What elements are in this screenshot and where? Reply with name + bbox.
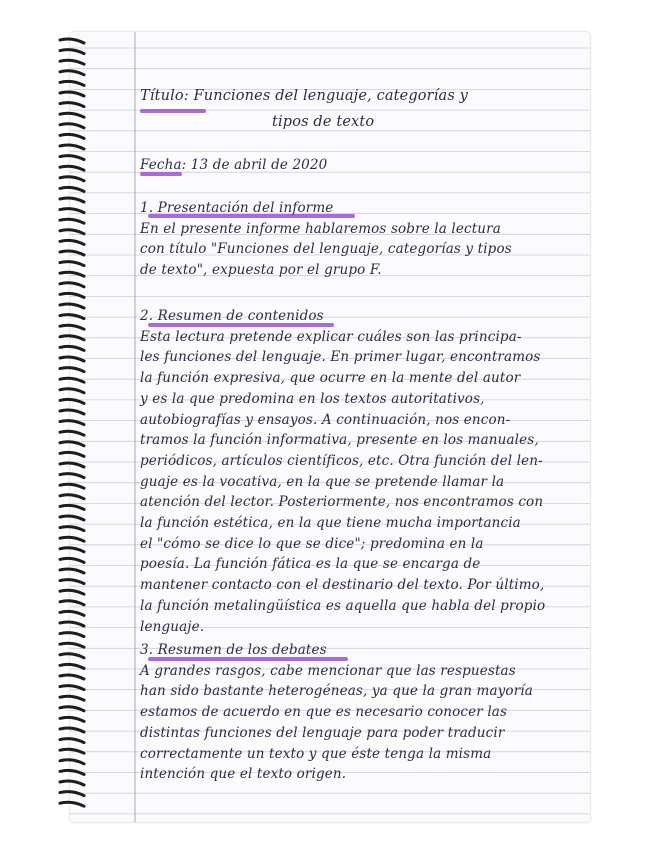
spiral-ring <box>60 654 84 658</box>
section-3-line: correctamente un texto y que éste tenga la misma <box>140 745 492 762</box>
section-3-line: intención que el texto origen. <box>140 766 347 783</box>
section-number: 3. <box>140 642 158 658</box>
spiral-ring <box>60 484 84 488</box>
spiral-ring <box>60 463 84 467</box>
spiral-ring <box>60 749 84 753</box>
section-number: 2. <box>140 308 158 324</box>
section-2-line: la función metalingüística es aquella que habla del propio <box>140 597 546 614</box>
section-1-line: En el presente informe hablaremos sobre la lectura <box>140 220 501 237</box>
spiral-ring <box>60 611 84 615</box>
section-2-line: la función expresiva, que ocurre en la mente del autor <box>140 370 521 387</box>
spiral-ring <box>60 643 84 647</box>
spiral-ring <box>60 262 84 266</box>
title-text-continued: tipos de texto <box>272 114 375 130</box>
section-3-line: estamos de acuerdo en que es necesario conocer las <box>140 704 508 721</box>
spiral-ring <box>60 537 84 541</box>
spiral-ring <box>60 590 84 594</box>
spiral-ring <box>60 664 84 668</box>
spiral-ring <box>60 60 84 64</box>
spiral-ring <box>60 569 84 573</box>
spiral-ring <box>60 251 84 255</box>
section-2-line: poesía. La función fática es la que se encarga de <box>140 556 481 573</box>
spiral-ring <box>60 166 84 170</box>
spiral-ring <box>60 675 84 679</box>
spiral-ring <box>60 325 84 329</box>
spiral-ring <box>60 389 84 393</box>
spiral-ring <box>60 92 84 96</box>
section-2-line: mantener contacto con el destinario del texto. Por último, <box>140 577 545 594</box>
spiral-ring <box>60 410 84 414</box>
spiral-ring <box>60 240 84 244</box>
spiral-ring <box>60 760 84 764</box>
section-number: 1. <box>140 200 158 216</box>
spiral-ring <box>60 145 84 149</box>
section-2-line: Esta lectura pretende explicar cuáles son las principa- <box>140 328 522 345</box>
spiral-ring <box>60 431 84 435</box>
spiral-ring <box>60 696 84 700</box>
section-2-heading <box>140 306 324 326</box>
spiral-ring <box>60 134 84 138</box>
title-line-1 <box>140 86 468 106</box>
section-1-line: de texto", expuesta por el grupo F. <box>140 262 382 279</box>
spiral-ring <box>60 527 84 531</box>
spiral-ring <box>60 368 84 372</box>
spiral-ring <box>60 516 84 520</box>
spiral-ring <box>60 187 84 191</box>
date-line <box>140 155 327 175</box>
spiral-ring <box>60 548 84 552</box>
spiral-ring <box>60 802 84 806</box>
section-1-heading <box>140 198 333 218</box>
section-2-line: atención del lector. Posteriormente, nos encontramos con <box>140 494 544 511</box>
spiral-ring <box>60 156 84 160</box>
title-highlight <box>140 109 206 113</box>
section-2-line: guaje es la vocativa, en la que se pretende llamar la <box>140 473 505 490</box>
spiral-ring <box>60 272 84 276</box>
section-2-line: y es la que predomina en los textos autoritativos, <box>140 390 485 407</box>
spiral-ring <box>60 633 84 637</box>
spiral-ring <box>60 103 84 107</box>
spiral-ring <box>60 580 84 584</box>
section-2-line: les funciones del lenguaje. En primer lugar, encontramos <box>140 349 541 366</box>
section-3-line: han sido bastante heterogéneas, ya que la gran mayoría <box>140 683 533 700</box>
spiral-ring <box>60 71 84 75</box>
section-2-line: el "cómo se dice lo que se dice"; predomina en la <box>140 535 484 552</box>
spiral-ring <box>60 346 84 350</box>
spiral-ring <box>60 357 84 361</box>
spiral-ring <box>60 209 84 213</box>
spiral-ring <box>60 717 84 721</box>
title-line-2 <box>272 112 374 132</box>
spiral-ring <box>60 442 84 446</box>
spiral-ring <box>60 739 84 743</box>
section-3-line: A grandes rasgos, cabe mencionar que las respuestas <box>140 662 516 679</box>
spiral-ring <box>60 230 84 234</box>
section-heading-text: Resumen de los debates <box>157 642 327 658</box>
spiral-ring <box>60 474 84 478</box>
spiral-ring <box>60 124 84 128</box>
spiral-ring <box>60 304 84 308</box>
spiral-ring <box>60 421 84 425</box>
section-2-line: tramos la función informativa, presente en los manuales, <box>140 432 539 449</box>
title-label: Título <box>140 88 184 104</box>
spiral-ring <box>60 707 84 711</box>
spiral-ring <box>60 686 84 690</box>
section-2-line: autobiografías y ensayos. A continuación, nos encon- <box>140 411 511 428</box>
spiral-ring <box>60 315 84 319</box>
spiral-ring <box>60 177 84 181</box>
spiral-ring <box>60 219 84 223</box>
spiral-ring <box>60 792 84 796</box>
section-1-line: con título "Funciones del lenguaje, categorías y tipos <box>140 241 512 258</box>
spiral-ring <box>60 50 84 54</box>
section-heading-text: Presentación del informe <box>157 200 334 216</box>
section-2-line: lenguaje. <box>140 618 205 635</box>
spiral-ring <box>60 558 84 562</box>
spiral-ring <box>60 293 84 297</box>
spiral-ring <box>60 399 84 403</box>
spiral-ring <box>60 113 84 117</box>
section-heading-text: Resumen de contenidos <box>157 308 324 324</box>
spiral-ring <box>60 770 84 774</box>
spiral-ring <box>60 728 84 732</box>
spiral-binding <box>58 36 98 816</box>
spiral-ring <box>60 601 84 605</box>
spiral-ring <box>60 81 84 85</box>
spiral-ring <box>60 452 84 456</box>
spiral-ring <box>60 505 84 509</box>
spiral-ring <box>60 378 84 382</box>
section-2-line: periódicos, artículos científicos, etc. Otra función del len- <box>140 452 543 469</box>
spiral-ring <box>60 781 84 785</box>
date-label: Fecha <box>140 157 182 173</box>
date-value: : 13 de abril de 2020 <box>181 157 328 173</box>
spiral-ring <box>60 336 84 340</box>
spiral-ring <box>60 39 84 43</box>
spiral-ring <box>60 198 84 202</box>
section-3-line: distintas funciones del lenguaje para poder traducir <box>140 724 505 741</box>
spiral-ring <box>60 622 84 626</box>
spiral-ring <box>60 283 84 287</box>
spiral-ring <box>60 495 84 499</box>
section-2-line: la función estética, en la que tiene mucha importancia <box>140 515 521 531</box>
section-3-heading <box>140 640 327 660</box>
title-text: : Funciones del lenguaje, categorías y <box>183 88 469 104</box>
